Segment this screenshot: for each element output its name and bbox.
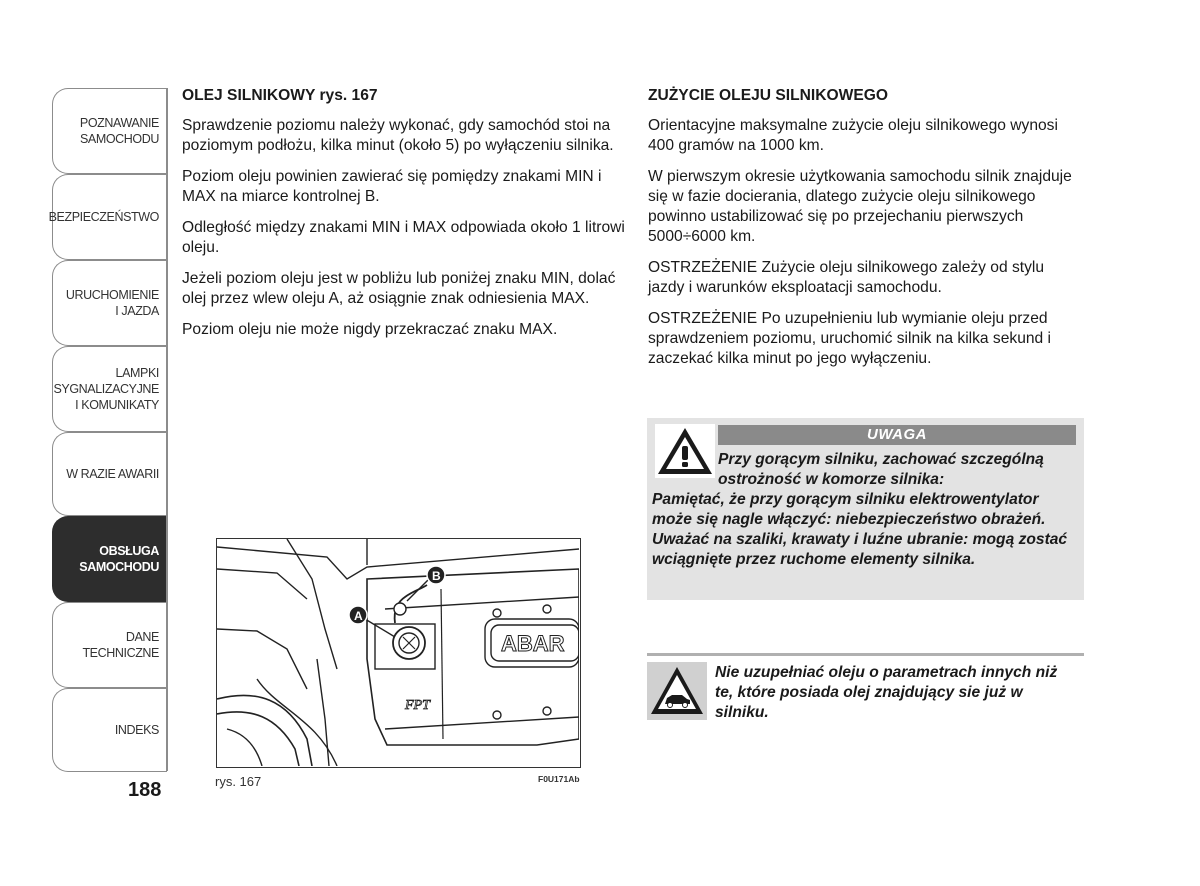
warning-text (652, 450, 1078, 570)
car-warning-icon (647, 662, 707, 720)
page-number: 188 (128, 779, 162, 801)
paragraph: OSTRZEŻENIE Zużycie oleju silnikowego zależy od stylu jazdy i warunków eksploatacji samochodu. (648, 259, 1045, 296)
warning-text-first: Przy gorącym silniku, zachować szczególną ostrożność w komorze silnika: (718, 451, 1044, 488)
label-b: B (432, 569, 441, 583)
tab-bezpieczenstwo[interactable]: BEZPIECZEŃSTWO (52, 174, 167, 260)
warning-text-rest: Pamiętać, że przy gorącym silniku elektrowentylator może się nagle włączyć: niebezpieczeństwo obrażeń. Uważać na szaliki, krawaty i luźne ubranie: mogą zostać wciągnięte przez ruchome elementy silnika. (652, 491, 1068, 568)
paragraph: Poziom oleju powinien zawierać się pomiędzy znakami MIN i MAX na miarce kontrolnej B. (182, 168, 602, 205)
tab-obsluga-samochodu[interactable]: OBSŁUGA SAMOCHODU (52, 516, 167, 602)
warning-box (647, 418, 1084, 600)
paragraph: Orientacyjne maksymalne zużycie oleju silnikowego wynosi 400 gramów na 1000 km. (648, 117, 1058, 154)
tab-indeks[interactable]: INDEKS (52, 688, 167, 772)
left-column (182, 86, 632, 351)
paragraph: W pierwszym okresie użytkowania samochodu silnik znajduje się w fazie docierania, dlatego zużycie oleju silnikowego powinno ustabilizować się po przejechaniu pierwszych 5000÷6000 km. (648, 168, 1072, 245)
figure-code: F0U171Ab (538, 774, 580, 784)
tab-uruchomienie-i-jazda[interactable]: URUCHOMIENIE I JAZDA (52, 260, 167, 346)
paragraph: Poziom oleju nie może nigdy przekraczać znaku MAX. (182, 321, 558, 338)
tab-poznawanie-samochodu[interactable]: POZNAWANIE SAMOCHODU (52, 88, 167, 174)
fpt-logo-text: FPT (405, 698, 430, 713)
right-column (648, 86, 1078, 380)
note-divider (647, 653, 1084, 656)
engine-illustration (216, 538, 581, 768)
tab-lampki-sygnalizacyjne[interactable]: LAMPKI SYGNALIZACYJNE I KOMUNIKATY (52, 346, 167, 432)
paragraph: Sprawdzenie poziomu należy wykonać, gdy samochód stoi na poziomym podłożu, kilka minut (około 5) po wyłączeniu silnika. (182, 117, 614, 154)
tab-dane-techniczne[interactable]: DANE TECHNICZNE (52, 602, 167, 688)
section-heading-oil-consumption: ZUŻYCIE OLEJU SILNIKOWEGO (648, 87, 888, 104)
car-note (647, 653, 1084, 723)
tab-w-razie-awarii[interactable]: W RAZIE AWARII (52, 432, 167, 516)
tab-spine-divider (166, 88, 168, 771)
label-a: A (354, 609, 363, 623)
note-text: Nie uzupełniać oleju o parametrach innych niż te, które posiada olej znajdujący sie już w silniku. (715, 664, 1058, 721)
section-heading-engine-oil: OLEJ SILNIKOWY rys. 167 (182, 87, 378, 104)
paragraph: Jeżeli poziom oleju jest w pobliżu lub poniżej znaku MIN, dolać olej przez wlew oleju A, aż osiągnie znak odniesienia MAX. (182, 270, 616, 307)
paragraph: OSTRZEŻENIE Po uzupełnieniu lub wymianie oleju przed sprawdzeniem poziomu, uruchomić silnik na kilka sekund i zaczekać kilka minut po jego wyłączeniu. (648, 310, 1052, 367)
paragraph: Odległość między znakami MIN i MAX odpowiada około 1 litrowi oleju. (182, 219, 625, 256)
figure-caption: rys. 167 (215, 774, 262, 789)
engine-cover-logo: ABAR (501, 631, 565, 656)
warning-title: UWAGA (718, 425, 1076, 445)
